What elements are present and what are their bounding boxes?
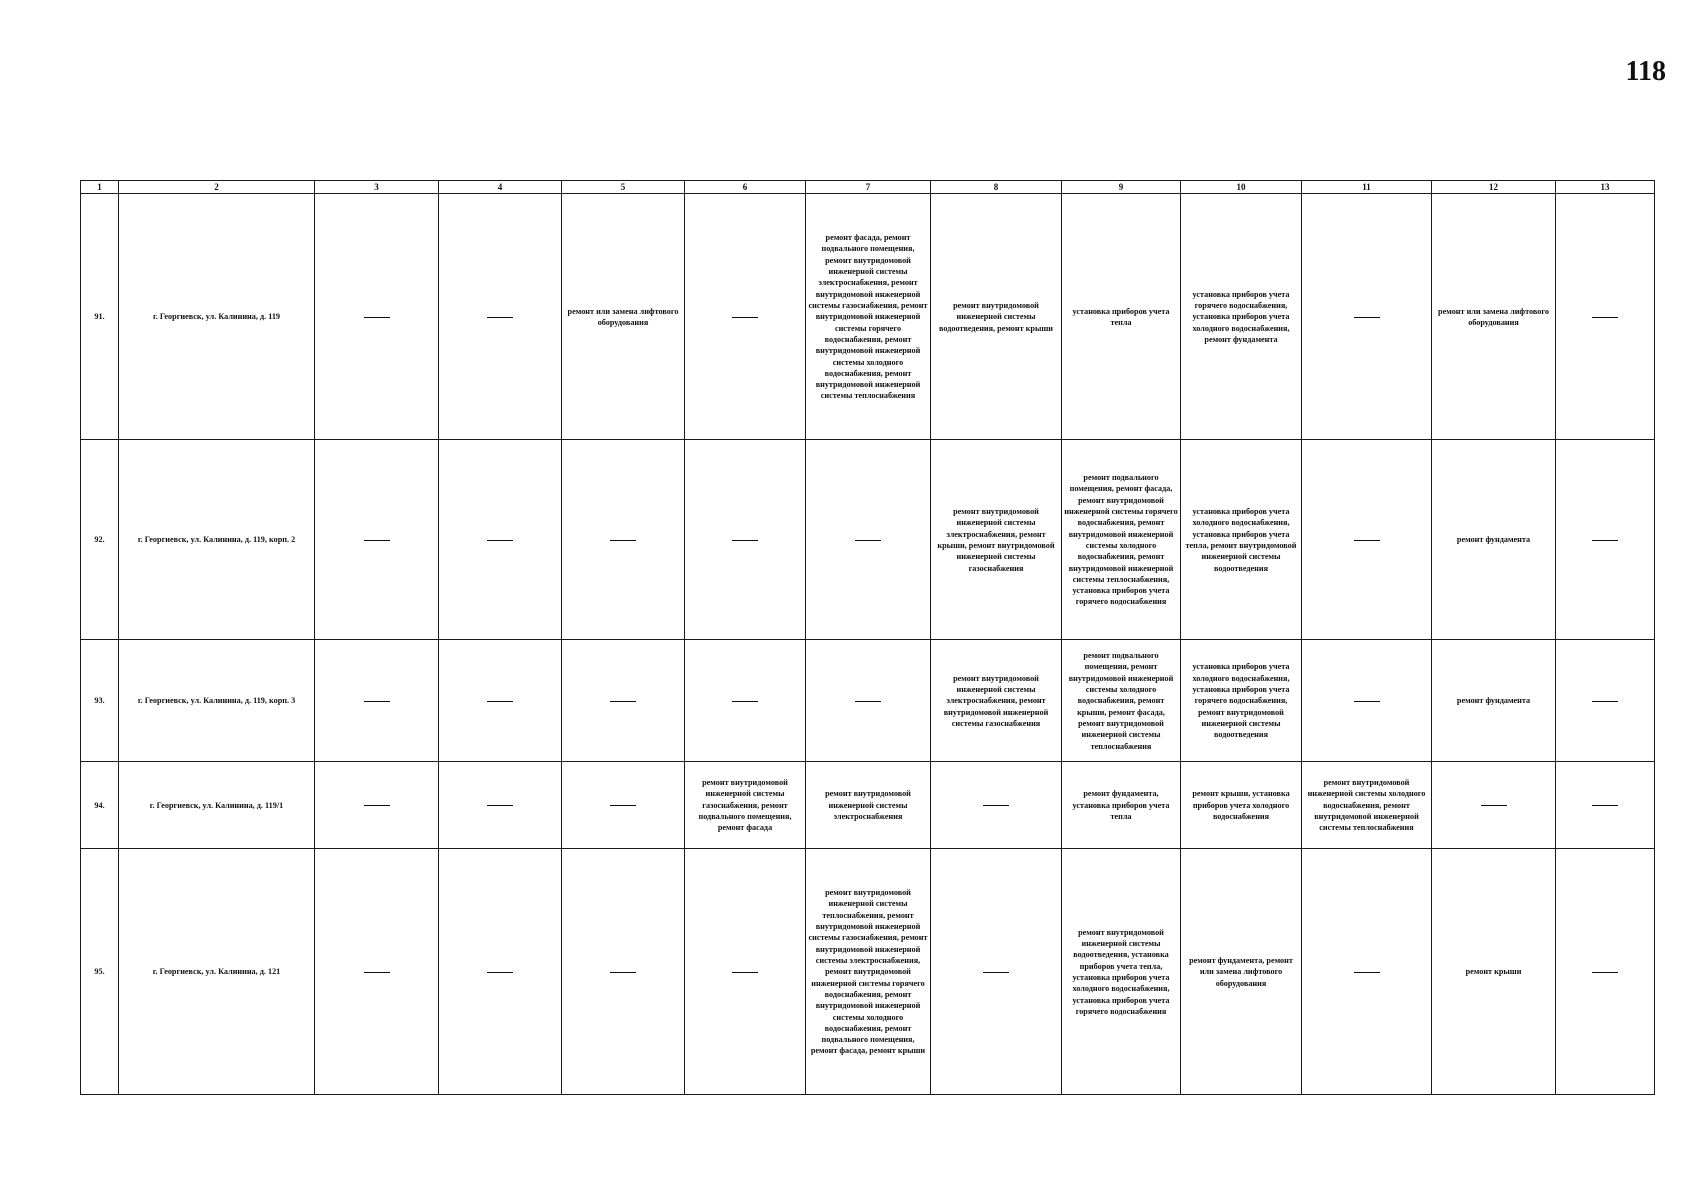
column-number: 4 [439, 181, 562, 194]
row-number: 93. [81, 640, 119, 762]
address-cell: г. Георгиевск, ул. Калинина, д. 121 [119, 849, 315, 1095]
column-number-row [81, 181, 1655, 194]
table-cell: ремонт внутридомовой инженерной системы электроснабжения [806, 762, 931, 849]
empty-dash [1592, 540, 1618, 541]
empty-dash [1592, 317, 1618, 318]
empty-dash [487, 540, 513, 541]
column-number: 13 [1556, 181, 1655, 194]
table-cell: установка приборов учета горячего водоснабжения, установка приборов учета холодного водоснабжения, ремонт фундамента [1181, 194, 1302, 440]
empty-dash [1354, 540, 1380, 541]
table-row [81, 640, 1655, 762]
empty-dash [364, 317, 390, 318]
column-number: 5 [562, 181, 685, 194]
table-cell: установка приборов учета холодного водоснабжения, установка приборов учета горячего водоснабжения, ремонт внутридомовой инженерной системы водоотведения [1181, 640, 1302, 762]
table-cell [1556, 640, 1655, 762]
table-row [81, 194, 1655, 440]
row-number: 91. [81, 194, 119, 440]
empty-dash [732, 701, 758, 702]
table-cell [1556, 762, 1655, 849]
table-row [81, 762, 1655, 849]
table-cell [439, 640, 562, 762]
empty-dash [983, 972, 1009, 973]
column-number: 1 [81, 181, 119, 194]
table-cell [685, 440, 806, 640]
table-cell [806, 440, 931, 640]
column-number: 10 [1181, 181, 1302, 194]
table-cell: ремонт внутридомовой инженерной системы водоотведения, ремонт крыши [931, 194, 1062, 440]
empty-dash [487, 805, 513, 806]
table-cell [562, 849, 685, 1095]
table-cell [1302, 440, 1432, 640]
address-cell: г. Георгиевск, ул. Калинина, д. 119 [119, 194, 315, 440]
empty-dash [487, 701, 513, 702]
empty-dash [1354, 317, 1380, 318]
empty-dash [610, 701, 636, 702]
table-cell [315, 640, 439, 762]
column-number: 11 [1302, 181, 1432, 194]
table-cell: ремонт фасада, ремонт подвального помещения, ремонт внутридомовой инженерной системы электроснабжения, ремонт внутридомовой инженерной системы газоснабжения, ремонт внутридомовой инженерной системы горячего водоснабжения, ремонт внутридомовой инженерной системы холодного водоснабжения, ремонт внутридомовой инженерной системы теплоснабжения [806, 194, 931, 440]
address-cell: г. Георгиевск, ул. Калинина, д. 119, корп. 2 [119, 440, 315, 640]
column-number: 8 [931, 181, 1062, 194]
table-cell [685, 640, 806, 762]
table-row [81, 440, 1655, 640]
table-cell: ремонт крыши [1432, 849, 1556, 1095]
table-cell: ремонт внутридомовой инженерной системы теплоснабжения, ремонт внутридомовой инженерной системы газоснабжения, ремонт внутридомовой инженерной системы электроснабжения, ремонт внутридомовой инженерной системы горячего водоснабжения, ремонт внутридомовой инженерной системы холодного водоснабжения, ремонт подвального помещения, ремонт фасада, ремонт крыши [806, 849, 931, 1095]
empty-dash [1481, 805, 1507, 806]
empty-dash [1354, 701, 1380, 702]
table-cell: ремонт крыши, установка приборов учета холодного водоснабжения [1181, 762, 1302, 849]
table-cell [1556, 194, 1655, 440]
table-cell [1556, 440, 1655, 640]
table-row [81, 849, 1655, 1095]
table-cell: ремонт внутридомовой инженерной системы водоотведения, установка приборов учета тепла, установка приборов учета холодного водоснабжения, установка приборов учета горячего водоснабжения [1062, 849, 1181, 1095]
empty-dash [1354, 972, 1380, 973]
table-cell [1302, 640, 1432, 762]
table-cell: ремонт подвального помещения, ремонт внутридомовой инженерной системы холодного водоснабжения, ремонт крыши, ремонт фасада, ремонт внутридомовой инженерной системы теплоснабжения [1062, 640, 1181, 762]
table-cell [685, 849, 806, 1095]
empty-dash [487, 317, 513, 318]
table-cell: установка приборов учета тепла [1062, 194, 1181, 440]
column-number: 2 [119, 181, 315, 194]
empty-dash [610, 972, 636, 973]
table-cell: ремонт внутридомовой инженерной системы холодного водоснабжения, ремонт внутридомовой инженерной системы теплоснабжения [1302, 762, 1432, 849]
table-cell [315, 194, 439, 440]
table-cell [315, 440, 439, 640]
empty-dash [1592, 805, 1618, 806]
table-cell [1556, 849, 1655, 1095]
table-cell [315, 762, 439, 849]
table-cell [439, 762, 562, 849]
column-number: 12 [1432, 181, 1556, 194]
table-cell [315, 849, 439, 1095]
table-cell [439, 194, 562, 440]
column-number: 9 [1062, 181, 1181, 194]
empty-dash [610, 540, 636, 541]
empty-dash [610, 805, 636, 806]
table-cell [1432, 762, 1556, 849]
table-cell: ремонт внутридомовой инженерной системы газоснабжения, ремонт подвального помещения, ремонт фасада [685, 762, 806, 849]
table-cell [685, 194, 806, 440]
table-cell: установка приборов учета холодного водоснабжения, установка приборов учета тепла, ремонт внутридомовой инженерной системы водоотведения [1181, 440, 1302, 640]
column-number: 6 [685, 181, 806, 194]
table-cell: ремонт внутридомовой инженерной системы электроснабжения, ремонт внутридомовой инженерной системы газоснабжения [931, 640, 1062, 762]
empty-dash [1592, 701, 1618, 702]
column-number: 7 [806, 181, 931, 194]
empty-dash [732, 317, 758, 318]
table-cell [562, 640, 685, 762]
empty-dash [364, 701, 390, 702]
empty-dash [487, 972, 513, 973]
table-cell [1302, 194, 1432, 440]
empty-dash [855, 540, 881, 541]
empty-dash [855, 701, 881, 702]
empty-dash [364, 540, 390, 541]
table-cell: ремонт подвального помещения, ремонт фасада, ремонт внутридомовой инженерной системы горячего водоснабжения, ремонт внутридомовой инженерной системы холодного водоснабжения, ремонт внутридомовой инженерной системы теплоснабжения, установка приборов учета горячего водоснабжения [1062, 440, 1181, 640]
row-number: 92. [81, 440, 119, 640]
table-cell: ремонт фундамента [1432, 440, 1556, 640]
table-cell [562, 762, 685, 849]
empty-dash [732, 972, 758, 973]
empty-dash [364, 805, 390, 806]
table-cell [931, 849, 1062, 1095]
table-cell [439, 440, 562, 640]
row-number: 94. [81, 762, 119, 849]
table-cell [1302, 849, 1432, 1095]
table-cell: ремонт фундамента, ремонт или замена лифтового оборудования [1181, 849, 1302, 1095]
address-cell: г. Георгиевск, ул. Калинина, д. 119/1 [119, 762, 315, 849]
table-cell: ремонт фундамента [1432, 640, 1556, 762]
column-number: 3 [315, 181, 439, 194]
table-cell [439, 849, 562, 1095]
repair-schedule-table [80, 180, 1655, 1095]
table-cell [931, 762, 1062, 849]
address-cell: г. Георгиевск, ул. Калинина, д. 119, корп. 3 [119, 640, 315, 762]
table-cell: ремонт или замена лифтового оборудования [562, 194, 685, 440]
table-cell: ремонт внутридомовой инженерной системы электроснабжения, ремонт крыши, ремонт внутридомовой инженерной системы газоснабжения [931, 440, 1062, 640]
empty-dash [732, 540, 758, 541]
table-cell: ремонт фундамента, установка приборов учета тепла [1062, 762, 1181, 849]
table-cell [806, 640, 931, 762]
empty-dash [364, 972, 390, 973]
row-number: 95. [81, 849, 119, 1095]
page-number: 118 [1625, 56, 1666, 87]
table-cell [562, 440, 685, 640]
empty-dash [1592, 972, 1618, 973]
empty-dash [983, 805, 1009, 806]
table-cell: ремонт или замена лифтового оборудования [1432, 194, 1556, 440]
